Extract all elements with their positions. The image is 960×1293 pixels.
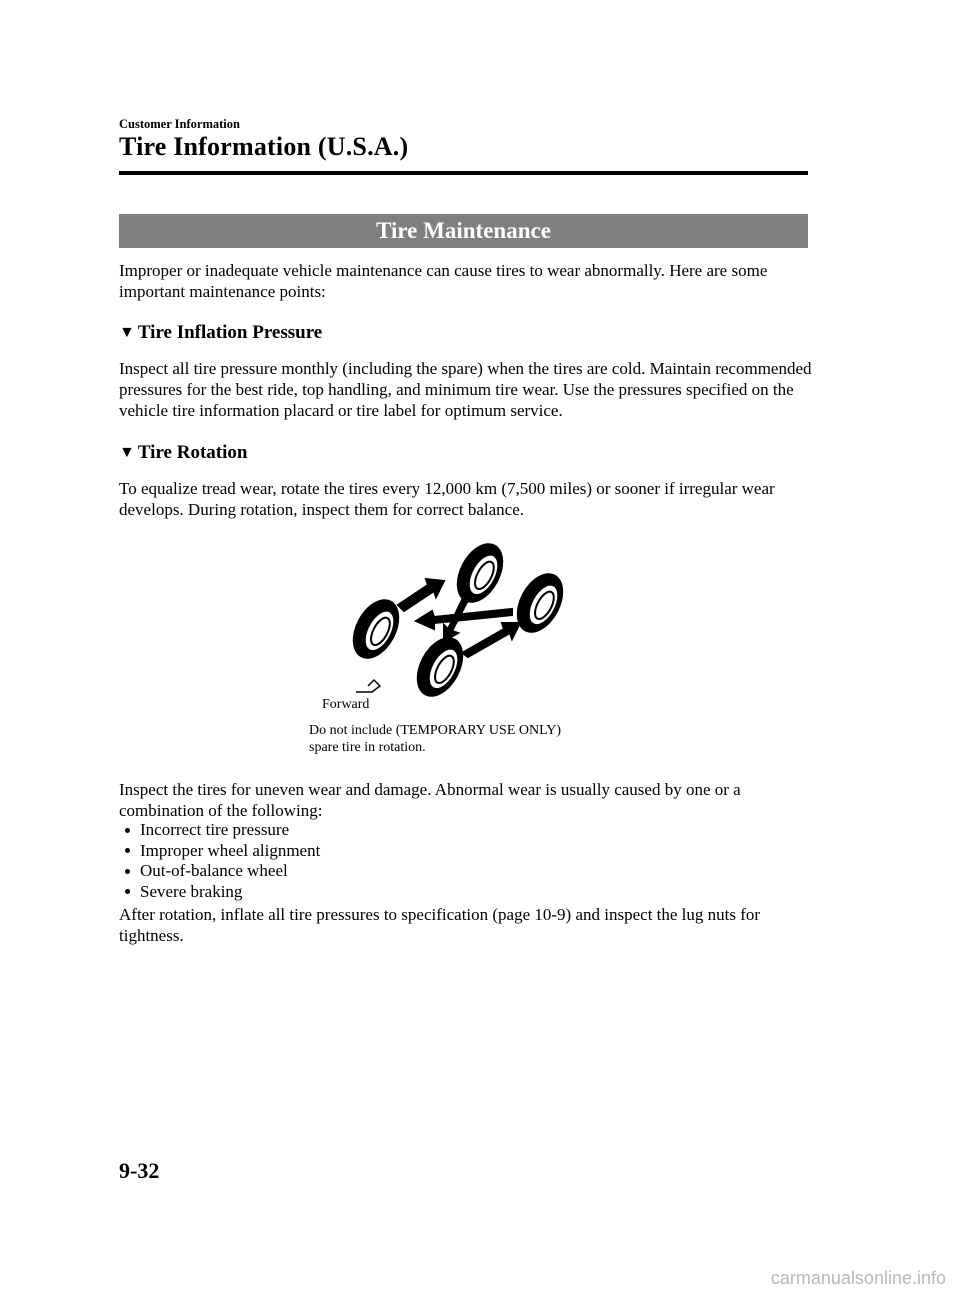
- rotation-arrow: [398, 579, 444, 611]
- tire: [407, 629, 472, 704]
- rotation-arrow: [462, 623, 520, 657]
- triangle-down-icon: ▼: [119, 444, 135, 461]
- rotation-arrow: [416, 609, 512, 629]
- section-banner: Tire Maintenance: [119, 214, 808, 248]
- forward-arrow-icon: [354, 678, 384, 696]
- chapter-title: Tire Information (U.S.A.): [119, 132, 409, 161]
- figure-caption-line2: spare tire in rotation.: [309, 740, 426, 755]
- rotation-heading-text: Tire Rotation: [137, 442, 248, 463]
- header-rule: [119, 171, 808, 175]
- wear-causes-list: [119, 820, 320, 902]
- bullet-icon: [125, 869, 130, 874]
- list-item: Improper wheel alignment: [119, 841, 320, 862]
- list-item: Severe braking: [119, 882, 320, 903]
- watermark: carmanualsonline.info: [770, 1268, 946, 1288]
- inspect-paragraph: Inspect the tires for uneven wear and damage. Abnormal wear is usually caused by one or a combination of the following:: [119, 780, 741, 820]
- page-number: 9-32: [119, 1158, 160, 1183]
- bullet-icon: [125, 848, 130, 853]
- inflation-heading: [119, 322, 322, 344]
- triangle-down-icon: ▼: [119, 324, 135, 341]
- inflation-heading-text: Tire Inflation Pressure: [137, 322, 323, 343]
- rotation-heading: [119, 442, 247, 464]
- bullet-icon: [125, 828, 130, 833]
- after-rotation-paragraph: After rotation, inflate all tire pressures to specification (page 10-9) and inspect the lug nuts for tightness.: [119, 905, 761, 945]
- bullet-icon: [125, 889, 130, 894]
- forward-label: Forward: [322, 697, 370, 712]
- list-item: Incorrect tire pressure: [119, 820, 320, 841]
- tire: [447, 535, 512, 610]
- figure-caption-line1: Do not include (TEMPORARY USE ONLY): [309, 723, 562, 738]
- section-label: Customer Information: [119, 117, 240, 131]
- intro-paragraph: Improper or inadequate vehicle maintenance can cause tires to wear abnormally. Here are some important maintenance points:: [119, 261, 768, 301]
- list-item: Out-of-balance wheel: [119, 861, 320, 882]
- rotation-paragraph: To equalize tread wear, rotate the tires every 12,000 km (7,500 miles) or sooner if irregular wear develops. During rotation, inspect them for correct balance.: [119, 479, 775, 519]
- tire: [343, 591, 408, 666]
- inflation-paragraph: Inspect all tire pressure monthly (including the spare) when the tires are cold. Maintain recommended pressures for the best ride, top handling, and minimum tire wear. Use the pressures specified on the vehicle tire information placard or tire label for optimum service.: [119, 359, 812, 420]
